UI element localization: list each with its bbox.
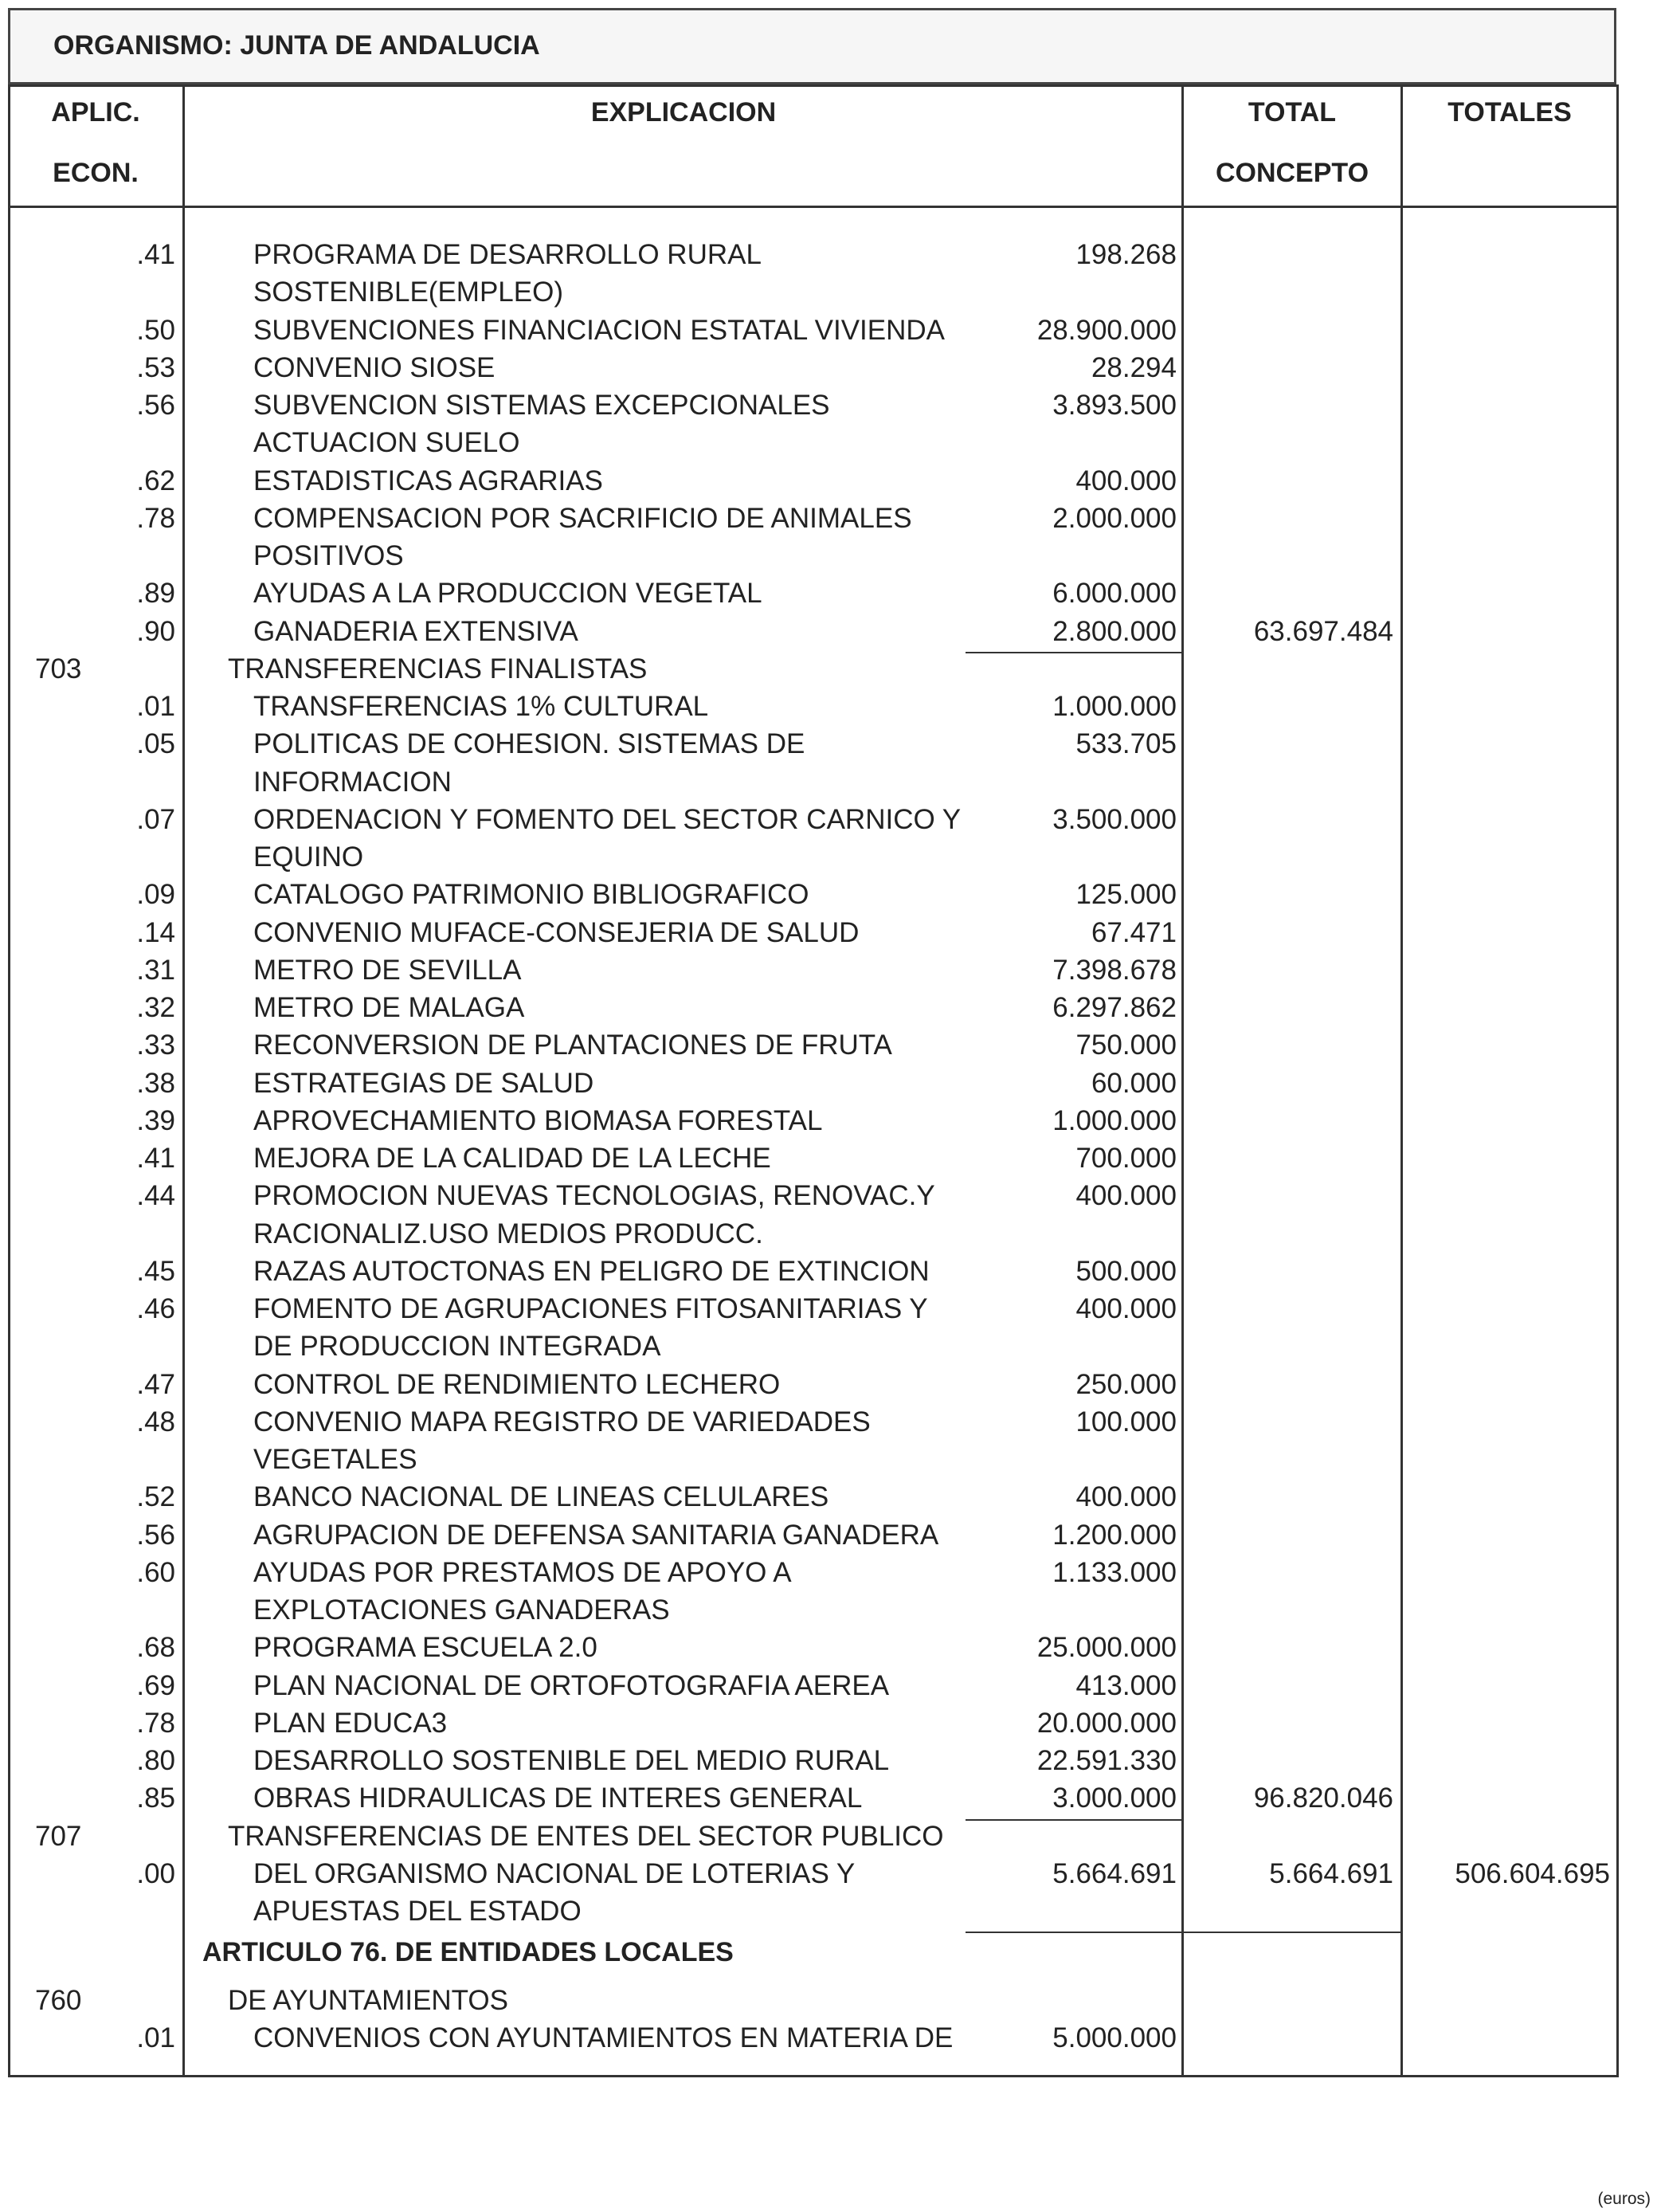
row-description: COMPENSACION POR SACRIFICIO DE ANIMALES — [253, 502, 912, 534]
row-amount: 28.900.000 — [1036, 314, 1177, 346]
row-description: TRANSFERENCIAS 1% CULTURAL — [253, 691, 709, 722]
row-code: .09 — [136, 879, 175, 911]
row-description: METRO DE MALAGA — [253, 992, 525, 1023]
row-amount: 22.591.330 — [1036, 1745, 1177, 1776]
row-code: .53 — [136, 351, 175, 383]
row-code: .50 — [136, 314, 175, 346]
concept-total: 96.820.046 — [1253, 1783, 1393, 1814]
row-amount: 20.000.000 — [1036, 1707, 1177, 1739]
section-code: 707 — [35, 1820, 82, 1852]
row-amount: 1.200.000 — [1052, 1519, 1177, 1551]
row-description: SOSTENIBLE(EMPLEO) — [253, 276, 563, 308]
row-amount: 5.000.000 — [1052, 2022, 1177, 2053]
row-description: METRO DE SEVILLA — [253, 954, 522, 986]
row-code: .80 — [136, 1745, 175, 1776]
header-totales: TOTALES — [1447, 97, 1572, 127]
row-code: .31 — [136, 954, 175, 986]
row-description: RAZAS AUTOCTONAS EN PELIGRO DE EXTINCION — [253, 1255, 930, 1287]
row-description: OBRAS HIDRAULICAS DE INTERES GENERAL — [253, 1783, 863, 1814]
row-description: CONVENIO MAPA REGISTRO DE VARIEDADES — [253, 1406, 871, 1437]
row-description: INFORMACION — [253, 766, 452, 798]
row-amount: 25.000.000 — [1036, 1632, 1177, 1664]
row-description: ORDENACION Y FOMENTO DEL SECTOR CARNICO Y — [253, 803, 962, 835]
row-amount: 3.000.000 — [1052, 1783, 1177, 1814]
row-code: .62 — [136, 465, 175, 496]
section-code: 760 — [35, 1984, 82, 2016]
row-amount: 533.705 — [1075, 728, 1177, 760]
divider-total — [1400, 84, 1403, 2077]
row-description: PROGRAMA ESCUELA 2.0 — [253, 1632, 597, 1664]
section-title: DE AYUNTAMIENTOS — [228, 1984, 508, 2016]
row-amount: 28.294 — [1091, 351, 1177, 383]
row-description: GANADERIA EXTENSIVA — [253, 615, 578, 647]
row-description: AGRUPACION DE DEFENSA SANITARIA GANADERA — [253, 1519, 939, 1551]
row-code: .78 — [136, 502, 175, 534]
row-description: AYUDAS POR PRESTAMOS DE APOYO A — [253, 1556, 792, 1588]
row-amount: 6.297.862 — [1052, 992, 1177, 1023]
row-description: AYUDAS A LA PRODUCCION VEGETAL — [253, 578, 762, 610]
row-description: FOMENTO DE AGRUPACIONES FITOSANITARIAS Y — [253, 1293, 928, 1324]
row-amount: 1.133.000 — [1052, 1556, 1177, 1588]
row-description: CONTROL DE RENDIMIENTO LECHERO — [253, 1368, 781, 1400]
row-amount: 250.000 — [1075, 1368, 1177, 1400]
row-description: CONVENIO MUFACE-CONSEJERIA DE SALUD — [253, 916, 860, 948]
row-amount: 67.471 — [1091, 916, 1177, 948]
row-amount: 400.000 — [1075, 465, 1177, 496]
row-amount: 100.000 — [1075, 1406, 1177, 1437]
section-title: TRANSFERENCIAS DE ENTES DEL SECTOR PUBLICO — [228, 1820, 944, 1852]
row-code: .39 — [136, 1104, 175, 1136]
row-amount: 700.000 — [1075, 1143, 1177, 1174]
row-amount: 3.893.500 — [1052, 390, 1177, 421]
row-amount: 413.000 — [1075, 1669, 1177, 1701]
row-amount: 1.000.000 — [1052, 1104, 1177, 1136]
row-amount: 400.000 — [1075, 1180, 1177, 1212]
row-code: .68 — [136, 1632, 175, 1664]
row-description: ACTUACION SUELO — [253, 427, 520, 459]
header-explicacion: EXPLICACION — [590, 97, 777, 127]
row-amount: 198.268 — [1075, 239, 1177, 270]
row-description: EXPLOTACIONES GANADERAS — [253, 1594, 670, 1626]
row-code: .85 — [136, 1783, 175, 1814]
section-title: TRANSFERENCIAS FINALISTAS — [228, 653, 648, 684]
row-amount: 750.000 — [1075, 1030, 1177, 1061]
row-description: POSITIVOS — [253, 540, 404, 571]
row-description: EQUINO — [253, 841, 364, 873]
subtotal-rule — [966, 1932, 1402, 1933]
row-code: .01 — [136, 2022, 175, 2053]
row-code: .33 — [136, 1030, 175, 1061]
row-code: .01 — [136, 691, 175, 722]
row-description: MEJORA DE LA CALIDAD DE LA LECHE — [253, 1143, 771, 1174]
subtotal-rule — [966, 652, 1184, 653]
row-code: .05 — [136, 728, 175, 760]
header-concepto: CONCEPTO — [1215, 158, 1369, 188]
row-code: .52 — [136, 1481, 175, 1513]
row-code: .69 — [136, 1669, 175, 1701]
row-description: ESTADISTICAS AGRARIAS — [253, 465, 603, 496]
row-code: .45 — [136, 1255, 175, 1287]
row-amount: 500.000 — [1075, 1255, 1177, 1287]
row-description: ESTRATEGIAS DE SALUD — [253, 1067, 594, 1099]
rule-header-bottom — [8, 206, 1619, 208]
row-description: SUBVENCION SISTEMAS EXCEPCIONALES — [253, 390, 830, 421]
row-description: VEGETALES — [253, 1444, 417, 1475]
row-description: SUBVENCIONES FINANCIACION ESTATAL VIVIENDA — [253, 314, 946, 346]
row-amount: 5.664.691 — [1052, 1857, 1177, 1889]
row-description: RACIONALIZ.USO MEDIOS PRODUCC. — [253, 1218, 763, 1249]
row-description: CONVENIO SIOSE — [253, 351, 496, 383]
row-description: CATALOGO PATRIMONIO BIBLIOGRAFICO — [253, 879, 809, 911]
row-code: .90 — [136, 615, 175, 647]
row-amount: 2.800.000 — [1052, 615, 1177, 647]
row-code: .60 — [136, 1556, 175, 1588]
concept-total: 5.664.691 — [1269, 1857, 1393, 1889]
row-description: PLAN NACIONAL DE ORTOFOTOGRAFIA AEREA — [253, 1669, 890, 1701]
header-econ: ECON. — [53, 158, 139, 188]
row-code: .41 — [136, 239, 175, 270]
rule-header-top — [8, 84, 1619, 87]
row-code: .78 — [136, 1707, 175, 1739]
currency-note: (euros) — [1597, 2190, 1651, 2208]
row-code: .00 — [136, 1857, 175, 1889]
row-description: PROMOCION NUEVAS TECNOLOGIAS, RENOVAC.Y — [253, 1180, 935, 1212]
header-total: TOTAL — [1248, 97, 1337, 127]
row-description: PROGRAMA DE DESARROLLO RURAL — [253, 239, 762, 270]
row-description: CONVENIOS CON AYUNTAMIENTOS EN MATERIA DE — [253, 2022, 954, 2053]
row-description: RECONVERSION DE PLANTACIONES DE FRUTA — [253, 1030, 892, 1061]
row-amount: 3.500.000 — [1052, 803, 1177, 835]
row-description: PLAN EDUCA3 — [253, 1707, 448, 1739]
row-description: APUESTAS DEL ESTADO — [253, 1896, 582, 1927]
row-amount: 60.000 — [1091, 1067, 1177, 1099]
row-description: DEL ORGANISMO NACIONAL DE LOTERIAS Y — [253, 1857, 856, 1889]
row-code: .38 — [136, 1067, 175, 1099]
article-heading: ARTICULO 76. DE ENTIDADES LOCALES — [202, 1937, 734, 1968]
divider-aplic — [182, 84, 185, 2077]
row-amount: 7.398.678 — [1052, 954, 1177, 986]
divider-explicacion — [1181, 84, 1184, 2077]
row-code: .47 — [136, 1368, 175, 1400]
row-description: DESARROLLO SOSTENIBLE DEL MEDIO RURAL — [253, 1745, 890, 1776]
row-description: BANCO NACIONAL DE LINEAS CELULARES — [253, 1481, 829, 1513]
concept-total: 63.697.484 — [1253, 615, 1393, 647]
row-amount: 6.000.000 — [1052, 578, 1177, 610]
row-code: .44 — [136, 1180, 175, 1212]
row-code: .32 — [136, 992, 175, 1023]
row-code: .89 — [136, 578, 175, 610]
border-bottom — [8, 2075, 1619, 2077]
section-code: 703 — [35, 653, 82, 684]
row-code: .48 — [136, 1406, 175, 1437]
row-description: APROVECHAMIENTO BIOMASA FORESTAL — [253, 1104, 823, 1136]
row-code: .56 — [136, 390, 175, 421]
row-code: .46 — [136, 1293, 175, 1324]
organismo-title: ORGANISMO: JUNTA DE ANDALUCIA — [53, 30, 540, 61]
row-code: .56 — [136, 1519, 175, 1551]
row-amount: 2.000.000 — [1052, 502, 1177, 534]
row-amount: 400.000 — [1075, 1293, 1177, 1324]
grand-total: 506.604.695 — [1455, 1857, 1610, 1889]
row-code: .14 — [136, 916, 175, 948]
header-aplic: APLIC. — [51, 97, 140, 127]
row-amount: 1.000.000 — [1052, 691, 1177, 722]
subtotal-rule — [966, 1819, 1184, 1821]
row-description: DE PRODUCCION INTEGRADA — [253, 1331, 661, 1363]
row-code: .41 — [136, 1143, 175, 1174]
row-amount: 125.000 — [1075, 879, 1177, 911]
row-amount: 400.000 — [1075, 1481, 1177, 1513]
row-description: POLITICAS DE COHESION. SISTEMAS DE — [253, 728, 805, 760]
border-right — [1616, 84, 1619, 2077]
row-code: .07 — [136, 803, 175, 835]
